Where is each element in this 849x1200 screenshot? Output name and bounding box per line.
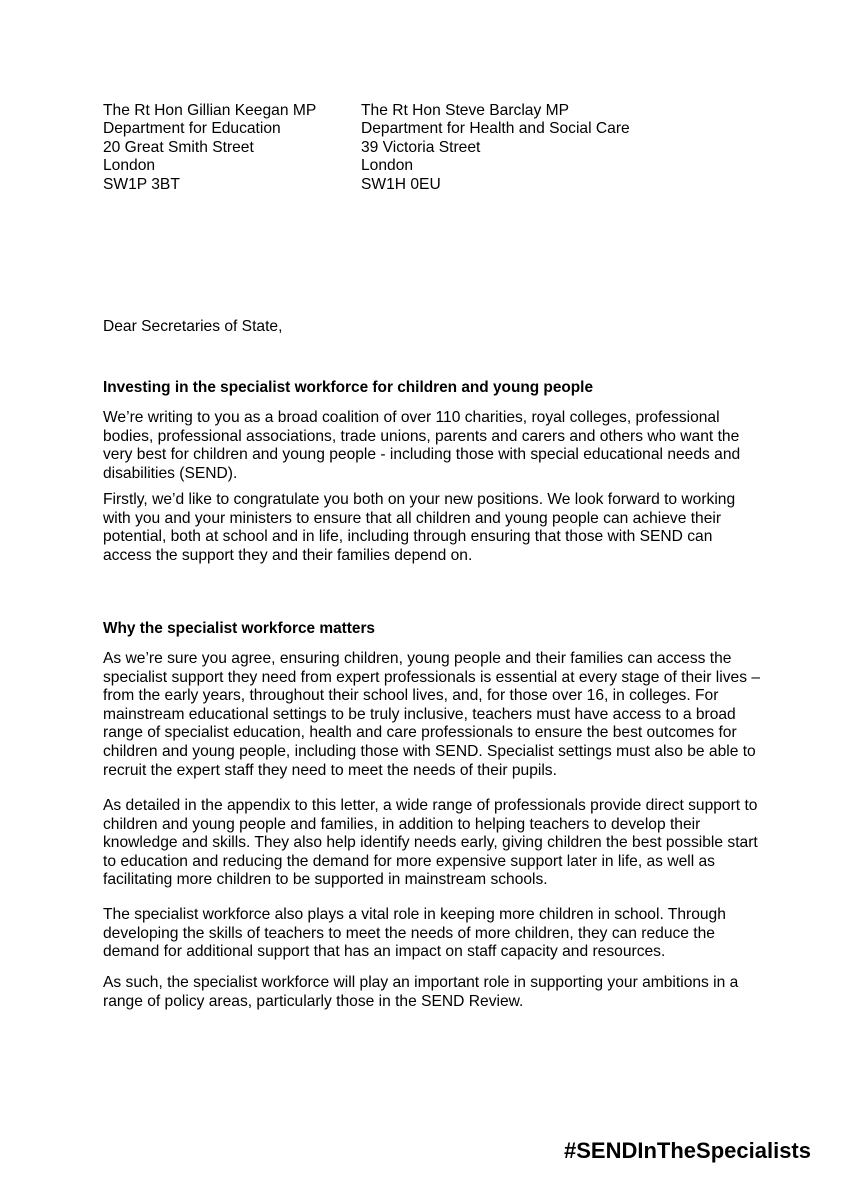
section-heading: Investing in the specialist workforce for children and young people [103,379,594,396]
recipient-postcode: SW1P 3BT [103,175,180,193]
paragraph: We’re writing to you as a broad coalition of over 110 charities, royal colleges, professional bodies, professional associations, trade unions, parents and carers and others who want the very best for children and young people - including those with special educational needs and disabilities (SEND). [103,409,741,482]
paragraph: As detailed in the appendix to this letter, a wide range of professionals provide direct support to children and young people and families, in addition to helping teachers to develop their knowledge and skills. They also help identify needs early, giving children the best possible start to education and reducing the demand for more expensive support later in life, as well as facilitating more children to be supported in mainstream schools. [103,797,758,889]
recipient-name: The Rt Hon Steve Barclay MP [361,102,569,119]
paragraph: Firstly, we’d like to congratulate you both on your new positions. We look forward to working with you and your ministers to ensure that all children and young people can achieve their potential, both at school and in life, including through ensuring that those with SEND can access the support they and their families depend on. [103,491,736,564]
recipient-address-left [103,102,316,194]
recipient-address-right [361,102,630,194]
recipient-street: 20 Great Smith Street [103,138,254,156]
paragraph: As such, the specialist workforce will play an important role in supporting your ambitions in a range of policy areas, particularly those in the SEND Review. [103,974,739,1010]
paragraph: As we’re sure you agree, ensuring children, young people and their families can access the specialist support they need from expert professionals is essential at every stage of their lives – from the early years, throughout their school lives, and, for those over 16, in colleges. For mainstream educational settings to be truly inclusive, teachers must have access to a broad range of specialist education, health and care professionals to ensure the best outcomes for children and young people, including those with SEND. Specialist settings must also be able to recruit the expert staff they need to meet the needs of their pupils. [103,650,761,779]
salutation: Dear Secretaries of State, [103,318,283,335]
recipient-city: London [103,157,156,175]
recipient-department: Department for Health and Social Care [361,120,630,138]
recipient-department: Department for Education [103,120,281,138]
recipient-city: London [361,157,414,175]
recipient-name: The Rt Hon Gillian Keegan MP [103,102,317,119]
recipient-street: 39 Victoria Street [361,138,481,156]
recipient-postcode: SW1H 0EU [361,175,441,193]
section-heading: Why the specialist workforce matters [103,620,375,637]
campaign-hashtag: #SENDInTheSpecialists [564,1138,811,1163]
paragraph: The specialist workforce also plays a vital role in keeping more children in school. Through developing the skills of teachers to meet the needs of more children, they can reduce the demand for additional support that has an impact on staff capacity and resources. [103,906,726,961]
